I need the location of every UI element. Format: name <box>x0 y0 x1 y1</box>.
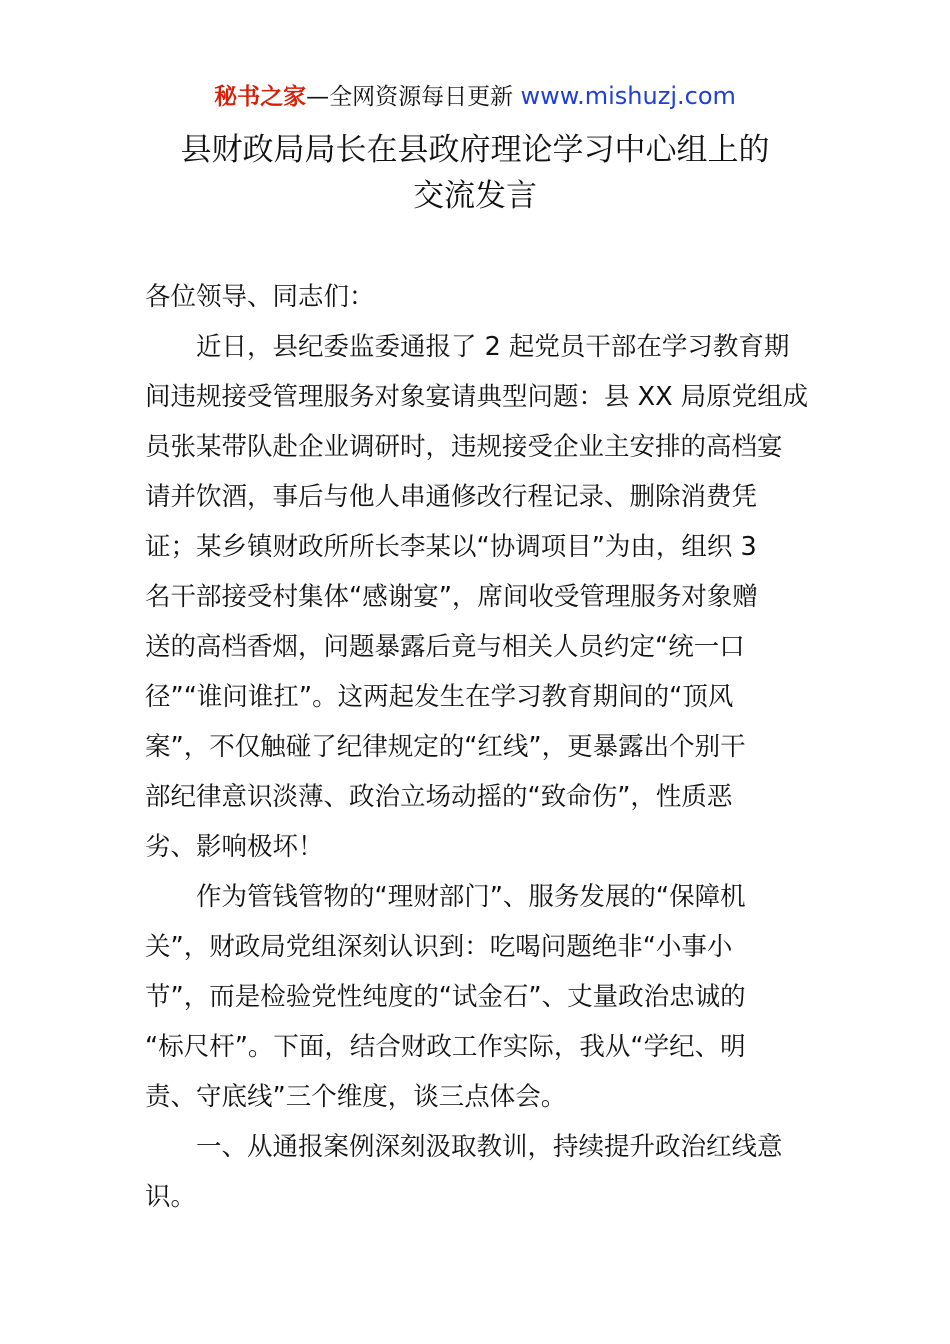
paragraph-line: 请并饮酒，事后与他人串通修改行程记录、删除消费凭 <box>145 482 758 512</box>
paragraph-line: 证；某乡镇财政所所长李某以“协调项目”为由，组织 3 <box>145 532 757 562</box>
site-tagline: —全网资源每日更新 <box>306 84 521 110</box>
paragraph-line: 员张某带队赴企业调研时，违规接受企业主安排的高档宴 <box>145 432 783 462</box>
paragraph-line: 作为管钱管物的“理财部门”、服务发展的“保障机 <box>196 882 746 912</box>
paragraph-line: 名干部接受村集体“感谢宴”，席间收受管理服务对象赠 <box>145 582 758 612</box>
paragraph-line: 关”，财政局党组深刻认识到：吃喝问题绝非“小事小 <box>145 932 733 962</box>
salutation: 各位领导、同志们： <box>145 282 375 312</box>
site-header <box>0 80 950 113</box>
site-url-link[interactable]: www.mishuzj.com <box>520 82 736 110</box>
paragraph-line: 案”，不仅触碰了纪律规定的“红线”，更暴露出个别干 <box>145 732 746 762</box>
paragraph-line: “标尺杆”。下面，结合财政工作实际，我从“学纪、明 <box>145 1032 746 1062</box>
paragraph-line: 径”“谁问谁扛”。这两起发生在学习教育期间的“顶风 <box>145 682 734 712</box>
document-title-line-2: 交流发言 <box>413 178 537 214</box>
paragraph-line: 部纪律意识淡薄、政治立场动摇的“致命伤”，性质恶 <box>145 782 733 812</box>
paragraph-line: 责、守底线”三个维度，谈三点体会。 <box>145 1082 567 1112</box>
document-title-line-1: 县财政局局长在县政府理论学习中心组上的 <box>180 132 770 168</box>
paragraph-line: 送的高档香烟，问题暴露后竟与相关人员约定“统一口 <box>145 632 745 662</box>
section-heading-line: 一、从通报案例深刻汲取教训，持续提升政治红线意 <box>196 1132 783 1162</box>
paragraph-line: 节”，而是检验党性纯度的“试金石”、丈量政治忠诚的 <box>145 982 746 1012</box>
paragraph-line: 间违规接受管理服务对象宴请典型问题：县 XX 局原党组成 <box>145 382 809 412</box>
section-heading-line: 识。 <box>145 1182 197 1212</box>
site-brand: 秘书之家 <box>214 84 307 110</box>
paragraph-line: 近日，县纪委监委通报了 2 起党员干部在学习教育期 <box>196 332 790 362</box>
paragraph-line: 劣、影响极坏！ <box>145 832 324 862</box>
